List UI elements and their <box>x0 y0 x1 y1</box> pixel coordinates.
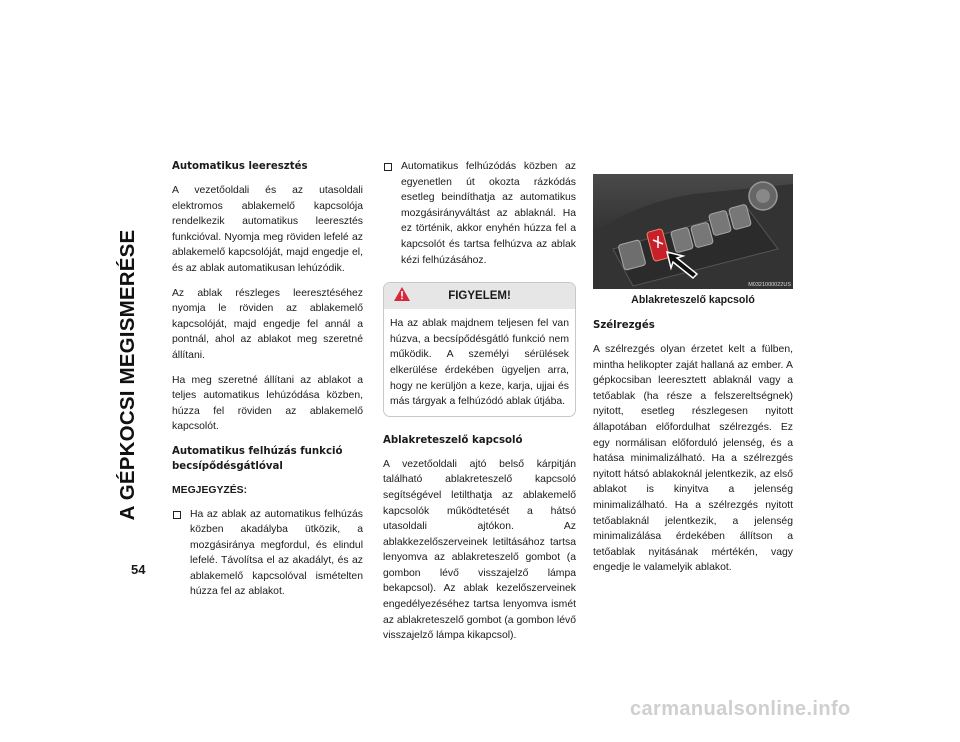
heading-auto-down: Automatikus leeresztés <box>172 161 308 172</box>
bullet-box-icon <box>384 163 392 171</box>
note-title: MEGJEGYZÉS: <box>172 484 248 496</box>
section-side-title: A GÉPKOCSI MEGISMERÉSE <box>116 229 139 521</box>
paragraph: Ha meg szeretné állítani az ablakot a teljes automatikus lehúzódása közben, húzza fel röviden az ablakemelő kapcsolót. <box>172 374 363 433</box>
bullet-box-icon <box>173 511 181 519</box>
warning-title: FIGYELEM! <box>448 290 511 303</box>
bullet-item <box>172 507 363 601</box>
paragraph: Az ablak részleges leeresztéséhez nyomja le röviden az ablakemelő kapcsolóját, majd engedje fel annál a pontnál, ahol az ablakot meg szeretné állítani. <box>172 287 363 361</box>
warning-box <box>383 282 576 417</box>
heading-auto-up: Automatikus felhúzás funkció becsípődésgátlóval <box>172 445 343 472</box>
paragraph: A szélrezgés olyan érzetet kelt a fülben, mintha helikopter zaját hallaná az ember. A gépkocsiban leeresztett ablaknál vagy a tetőablak (ha része a felszereltségnek) nyitott, esetleg részlegesen nyitott állapotában előfordulhat szélrezgés. Ez egy normálisan előforduló jelenség, és a hatása minimalizálható. Ha a szélrezgés nyitott hátsó ablakoknál jelentkezik, az első ablakot is kinyitva a jelenség minimalizálható. Ha a szélrezgés nyitott tetőablaknál jelentkezik, a jelenség minimalizálása érdekében állítson a tetőablak nyitásának mértékén, vagy engedje le valamelyik ablakot. <box>593 344 793 574</box>
column-1 <box>172 159 363 608</box>
bullet-text: Ha az ablak az automatikus felhúzás közben akadályba ütközik, a mozgásiránya megfordul, és elindul lefelé. Távolítsa el az akadályt, és az ablakemelő kapcsolóval ismételten húzza fel az ablakot. <box>190 508 363 598</box>
figure-caption: Ablakreteszelő kapcsoló <box>631 294 755 306</box>
page-number: 54 <box>131 562 146 577</box>
warning-text: Ha az ablak majdnem teljesen fel van húzva, a becsípődésgátló funkció nem működik. A személyi sérülések elkerülése érdekében ügyeljen arra, hogy ne kerüljön a keze, karja, ujjai és más tárgyak a felhúzódó ablak útjába. <box>390 318 569 408</box>
warning-triangle-icon <box>393 286 411 302</box>
bullet-text: Automatikus felhúzódás közben az egyenetlen út okozta rázkódás esetleg beindíthatja az automatikus mozgásirányváltást az ablaknál. Ha ez történik, akkor enyhén húzza fel a kapcsolót és tartsa felhúzva az ablak kézi felhúzásához. <box>401 161 576 266</box>
column-2 <box>383 159 576 653</box>
paragraph: A vezetőoldali és az utasoldali elektromos ablakemelő kapcsolója rendelkezik automatikus leeresztés funkcióval. Nyomja meg röviden lefelé az ablakemelő kapcsolóját, majd engedje el, és az ablak automatikusan lehúzódik. <box>172 185 363 274</box>
warning-header <box>384 283 575 309</box>
heading-window-lock: Ablakreteszelő kapcsoló <box>383 434 523 446</box>
paragraph: A vezetőoldali ajtó belső kárpitján található ablakreteszelő kapcsoló segítségével letilthatja az ablakemelő kapcsolók működtetését a hátsó utasoldali ajtókon. Az ablakkezelőszerveinek letiltásához tartsa lenyomva az ablakreteszelő gombot (a gombon lévő visszajelző lámpa bekapcsol). Az ablak kezelőszerveinek engedélyezéséhez tartsa lenyomva ismét az ablakreteszelő gombot (a gombon lévő visszajelző lámpa kikapcsol). <box>383 458 576 642</box>
bullet-item <box>383 159 576 268</box>
column-3 <box>593 318 793 585</box>
window-lock-switch-photo <box>593 174 793 289</box>
watermark: carmanualsonline.info <box>630 698 851 720</box>
photo-code: M0321000022US <box>748 282 791 288</box>
heading-wind-buffeting: Szélrezgés <box>593 320 655 331</box>
